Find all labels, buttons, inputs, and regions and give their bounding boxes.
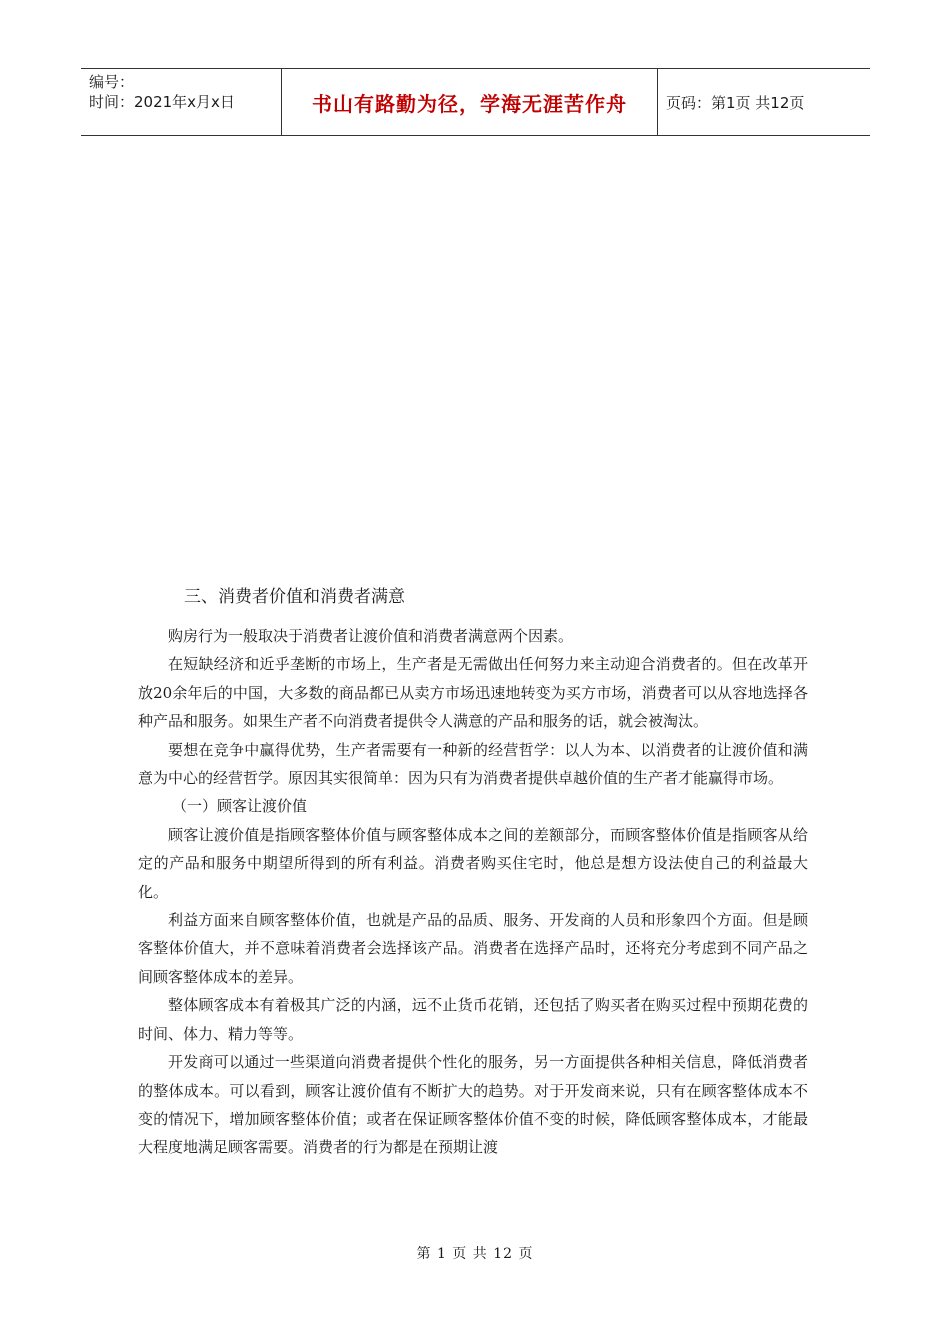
paragraph: 整体顾客成本有着极其广泛的内涵，远不止货币花销，还包括了购买者在购买过程中预期花费的时间、体力、精力等等。 bbox=[138, 996, 808, 1043]
paragraph: 顾客让渡价值是指顾客整体价值与顾客整体成本之间的差额部分，而顾客整体价值是指顾客从给定的产品和服务中期望所得到的所有利益。消费者购买住宅时，他总是想方设法使自己的利益最大化。 bbox=[138, 825, 808, 901]
paragraph: 购房行为一般取决于消费者让渡价值和消费者满意两个因素。 bbox=[168, 627, 574, 645]
paragraph: 在短缺经济和近乎垄断的市场上，生产者是无需做出任何努力来主动迎合消费者的。但在改革开放20余年后的中国，大多数的商品都已从卖方市场迅速地转变为买方市场，消费者可以从容地选择各种产品和服务。如果生产者不向消费者提供令人满意的产品和服务的话，就会被淘汰。 bbox=[138, 655, 808, 731]
document-date: 时间：2021年x月x日 bbox=[89, 93, 235, 111]
page-header bbox=[81, 68, 870, 136]
paragraph: 利益方面来自顾客整体价值，也就是产品的品质、服务、开发商的人员和形象四个方面。但是顾客整体价值大，并不意味着消费者会选择该产品。消费者在选择产品时，还将充分考虑到不同产品之间顾客整体成本的差异。 bbox=[138, 911, 808, 986]
page-footer: 第 1 页 共 12 页 bbox=[416, 1246, 534, 1262]
paragraph: 开发商可以通过一些渠道向消费者提供个性化的服务，另一方面提供各种相关信息，降低消费者的整体成本。可以看到，顾客让渡价值有不断扩大的趋势。对于开发商来说，只有在顾客整体成本不变的情况下，增加顾客整体价值；或者在保证顾客整体价值不变的时候，降低顾客整体成本，才能最大程度地满足顾客需要。消费者的行为都是在预期让渡 bbox=[138, 1053, 808, 1157]
header-page-info: 页码：第1页 共12页 bbox=[666, 93, 805, 112]
header-meta bbox=[81, 69, 281, 135]
header-motto: 书山有路勤为径，学海无涯苦作舟 bbox=[281, 69, 658, 135]
document-number-label: 编号： bbox=[89, 73, 135, 91]
document-body bbox=[138, 580, 808, 1162]
subheading: （一）顾客让渡价值 bbox=[172, 797, 308, 816]
section-title: 三、消费者价值和消费者满意 bbox=[184, 587, 405, 607]
paragraph: 要想在竞争中赢得优势，生产者需要有一种新的经营哲学：以人为本、以消费者的让渡价值和满意为中心的经营哲学。原因其实很简单：因为只有为消费者提供卓越价值的生产者才能赢得市场。 bbox=[138, 740, 808, 788]
